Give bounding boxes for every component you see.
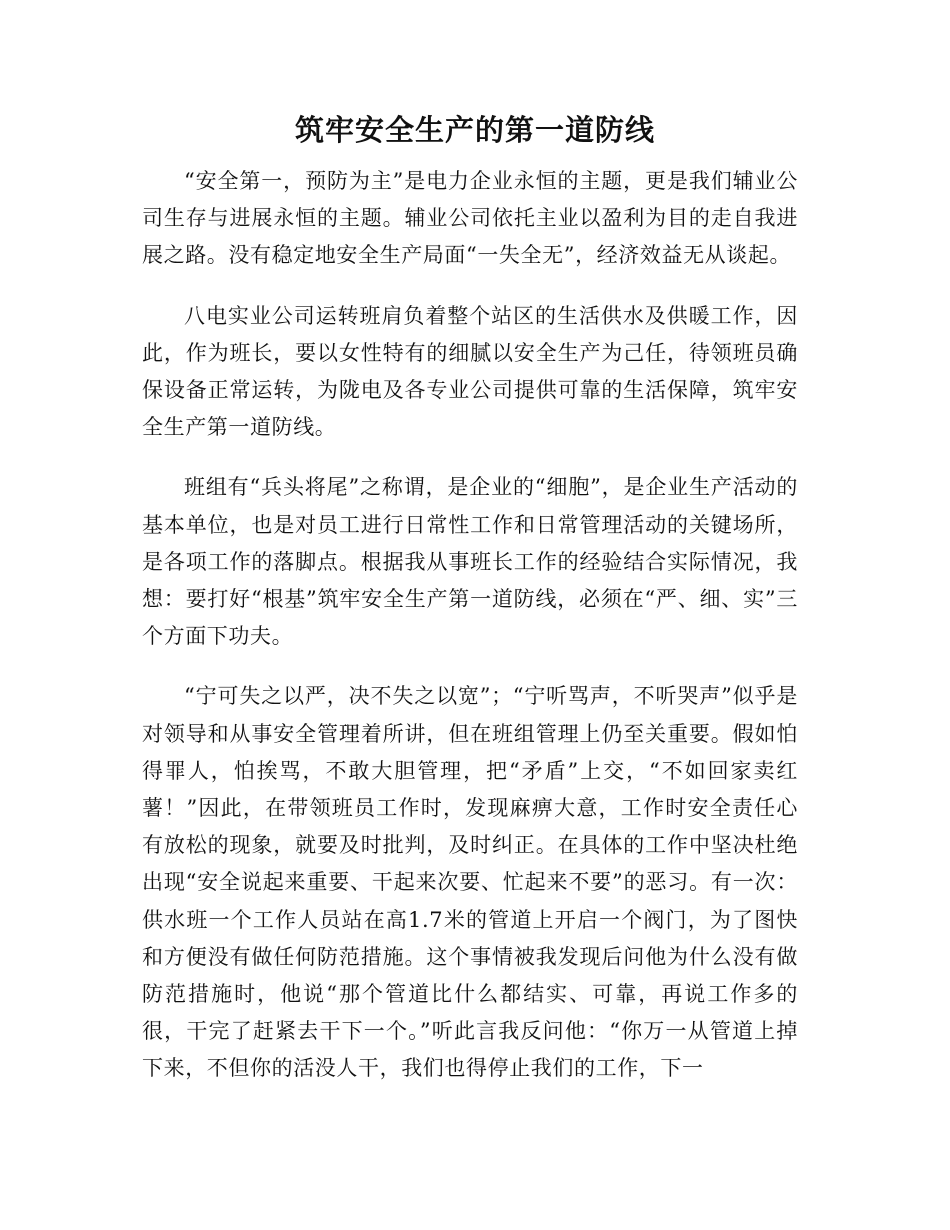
paragraph-3: 班组有“兵头将尾”之称谓，是企业的“细胞”，是企业生产活动的基本单位，也是对员工进行日常性工作和日常管理活动的关键场所，是各项工作的落脚点。根据我从事班长工作的经验结合实际情况，我想：要打好“根基”筑牢安全生产第一道防线，必须在“严、细、实”三个方面下功夫。 [142, 475, 798, 649]
paragraph-4: “宁可失之以严，决不失之以宽”；“宁听骂声，不听哭声”似乎是对领导和从事安全管理着所讲，但在班组管理上仍至关重要。假如怕得罪人，怕挨骂，不敢大胆管理，把“矛盾”上交，“不如回家卖红薯！”因此，在带领班员工作时，发现麻痹大意，工作时安全责任心有放松的现象，就要及时批判，及时纠正。在具体的工作中坚决杜绝出现“安全说起来重要、干起来次要、忙起来不要”的恶习。有一次：供水班一个工作人员站在高1.7米的管道上开启一个阀门，为了图快和方便没有做任何防范措施。这个事情被我发现后问他为什么没有做防范措施时，他说“那个管道比什么都结实、可靠，再说工作多的很，干完了赶紧去干下一个。”听此言我反问他：“你万一从管道上掉下来，不但你的活没人干，我们也得停止我们的工作，下一 [142, 684, 798, 1081]
paragraph-2: 八电实业公司运转班肩负着整个站区的生活供水及供暖工作，因此，作为班长，要以女性特有的细腻以安全生产为己任，待领班员确保设备正常运转，为陇电及各专业公司提供可靠的生活保障，筑牢安全生产第一道防线。 [142, 303, 798, 440]
paragraph-1: “安全第一，预防为主”是电力企业永恒的主题，更是我们辅业公司生存与进展永恒的主题。辅业公司依托主业以盈利为目的走自我进展之路。没有稳定地安全生产局面“一失全无”，经济效益无从谈起。 [142, 169, 798, 268]
document-body [142, 163, 798, 1111]
document-title: 筑牢安全生产的第一道防线 [294, 113, 655, 147]
